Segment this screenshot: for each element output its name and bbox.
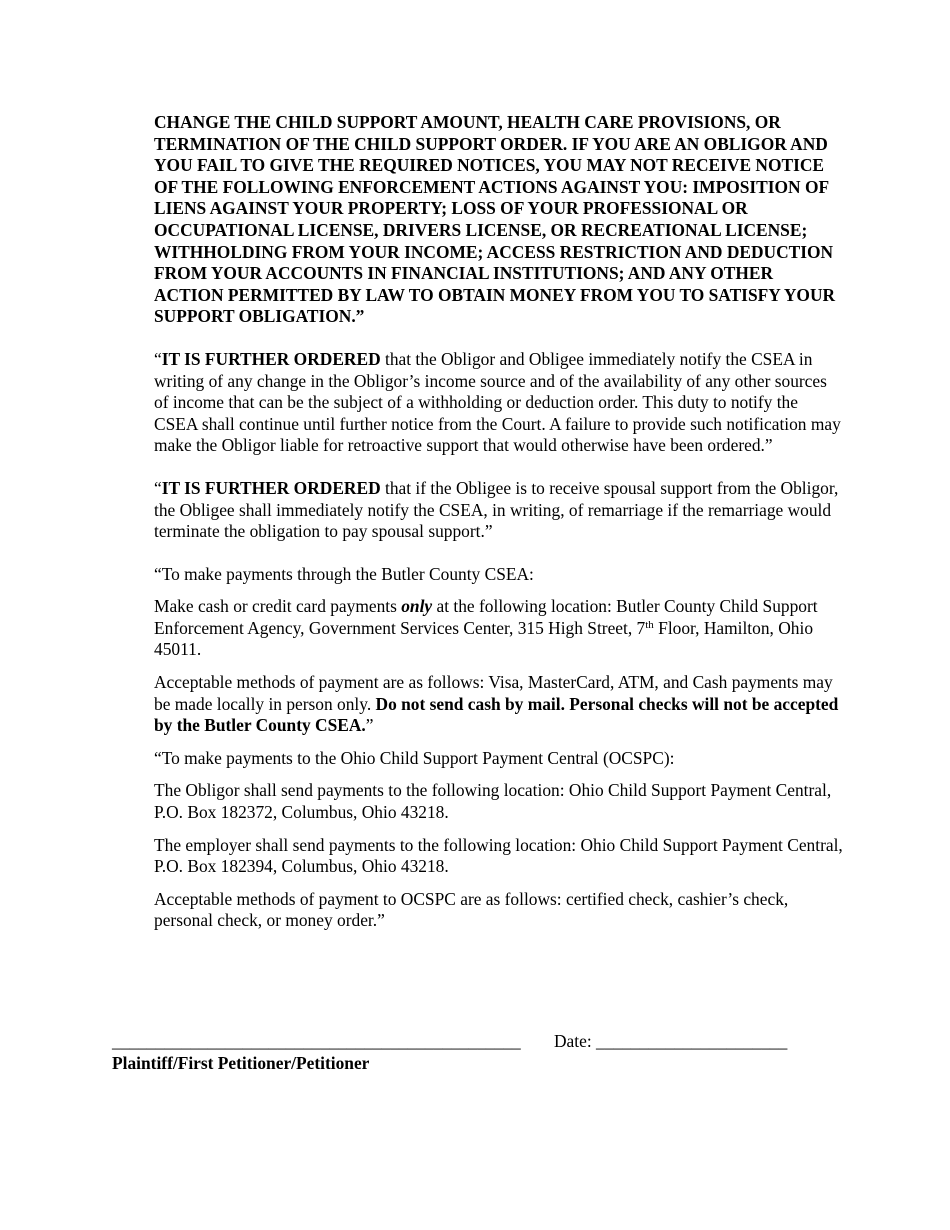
- further-ordered-text: that if the Obligee is to receive spousal support from the Obligor, the Obligee shall immediately notify the CSEA, in writing, of remarriage if the remarriage would terminate the obligation to pay spousal support.”: [154, 477, 839, 542]
- payment-methods-paragraph: [154, 672, 844, 737]
- date-field: Date: ______________________: [554, 1031, 788, 1051]
- cash-payments-address: at the following location: Butler County Child Support Enforcement Agency, Government Services Center, 315 High Street, 7: [154, 596, 818, 638]
- further-ordered-heading: IT IS FURTHER ORDERED: [161, 348, 381, 369]
- further-ordered-notify-paragraph: [154, 349, 844, 457]
- no-cash-warning: Do not send cash by mail. Personal checks will not be accepted by the Butler County CSEA.: [154, 693, 839, 736]
- floor-ordinal-suffix: th: [645, 618, 654, 631]
- further-ordered-spousal-paragraph: [154, 478, 844, 543]
- cash-payments-paragraph: [154, 596, 844, 661]
- signature-caption: Plaintiff/First Petitioner/Petitioner: [112, 1053, 370, 1073]
- open-quote: “: [154, 348, 162, 369]
- only-emphasis: only: [401, 596, 433, 617]
- further-ordered-text: that the Obligor and Obligee immediately notify the CSEA in writing of any change in the Obligor’s income source and of the availability of any other sources of income that can be the subject of a withholding or deduction order. This duty to notify the CSEA shall continue until further notice from the Court. A failure to provide such notification may make the Obligor liable for retroactive support that would otherwise have been ordered.”: [154, 348, 841, 456]
- further-ordered-heading: IT IS FURTHER ORDERED: [161, 477, 381, 498]
- ocspc-methods-paragraph: Acceptable methods of payment to OCSPC are as follows: certified check, cashier’s check, personal check, or money order.”: [154, 888, 789, 931]
- ocspc-payments-heading: “To make payments to the Ohio Child Support Payment Central (OCSPC):: [154, 747, 675, 768]
- employer-payments-paragraph: The employer shall send payments to the following location: Ohio Child Support Payment Central, P.O. Box 182394, Columbus, Ohio 43218.: [154, 834, 843, 877]
- cash-payments-text: Make cash or credit card payments: [154, 596, 402, 617]
- document-body: [154, 112, 844, 932]
- close-quote: ”: [365, 715, 374, 736]
- enforcement-warning-paragraph: CHANGE THE CHILD SUPPORT AMOUNT, HEALTH CARE PROVISIONS, OR TERMINATION OF THE CHILD SUPPORT ORDER. IF YOU ARE AN OBLIGOR AND YOU FAIL TO GIVE THE REQUIRED NOTICES, YOU MAY NOT RECEIVE NOTICE OF THE FOLLOWING ENFORCEMENT ACTIONS AGAINST YOU: IMPOSITION OF LIENS AGAINST YOUR PROPERTY; LOSS OF YOUR PROFESSIONAL OR OCCUPATIONAL LICENSE, DRIVERS LICENSE, OR RECREATIONAL LICENSE; WITHHOLDING FROM YOUR INCOME; ACCESS RESTRICTION AND DEDUCTION FROM YOUR ACCOUNTS IN FINANCIAL INSTITUTIONS; AND ANY OTHER ACTION PERMITTED BY LAW TO OBTAIN MONEY FROM YOU TO SATISFY YOUR SUPPORT OBLIGATION.”: [154, 112, 836, 327]
- obligor-payments-paragraph: The Obligor shall send payments to the following location: Ohio Child Support Payment Central, P.O. Box 182372, Columbus, Ohio 43218.: [154, 780, 832, 823]
- open-quote: “: [154, 477, 162, 498]
- payment-methods-text: Acceptable methods of payment are as follows: Visa, MasterCard, ATM, and Cash payments may be made locally in person only.: [154, 672, 833, 714]
- butler-payments-heading: “To make payments through the Butler County CSEA:: [154, 563, 534, 584]
- cash-payments-city: Floor, Hamilton, Ohio 45011.: [154, 617, 814, 660]
- signature-line: _______________________________________________: [112, 1031, 521, 1051]
